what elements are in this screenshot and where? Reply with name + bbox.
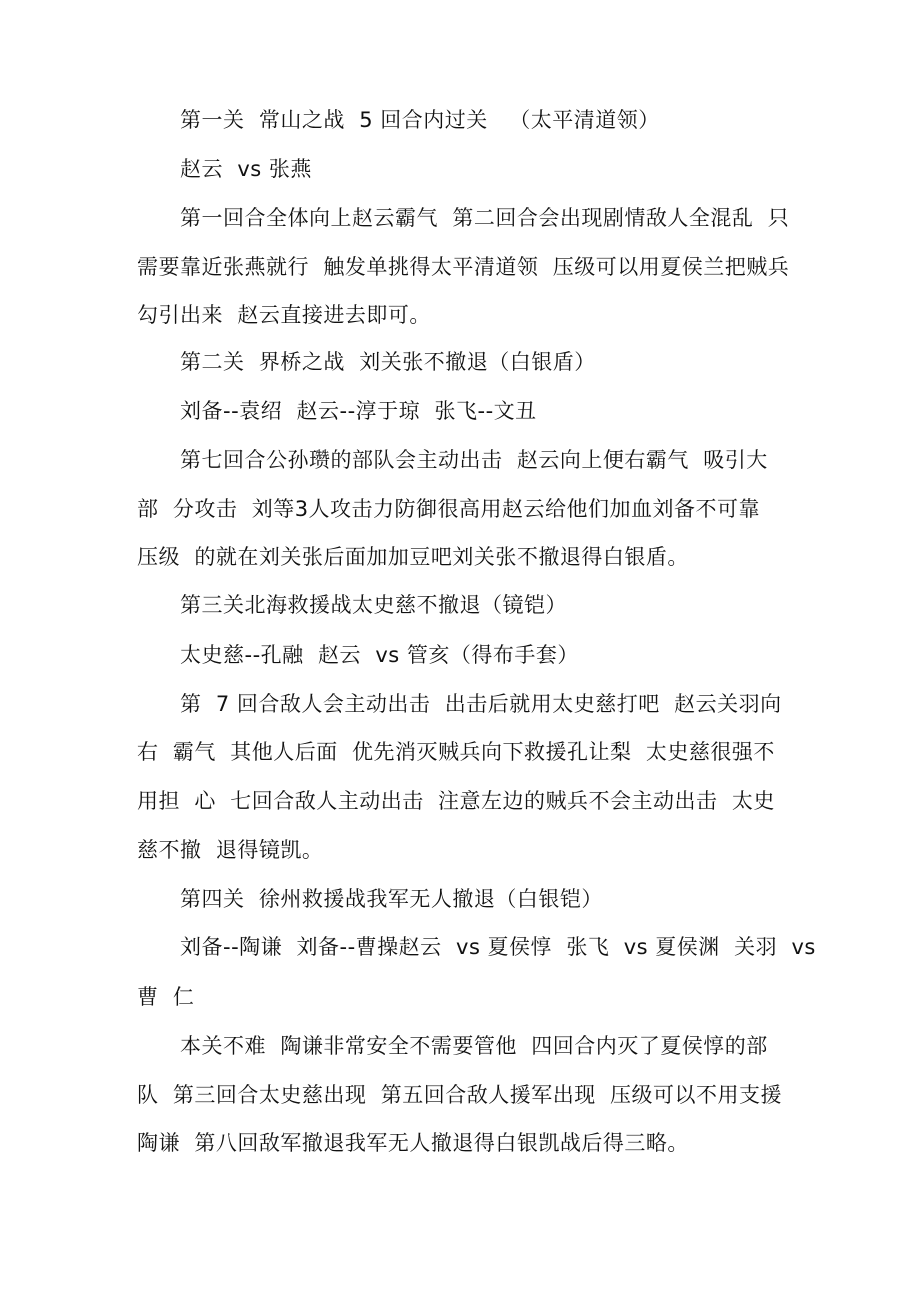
paragraph-line: 陶谦 第八回敌军撤退我军无人撤退得白银凯战后得三略。 — [137, 1131, 689, 1155]
paragraph-line: 第七回合公孙瓒的部队会主动出击 赵云向上便右霸气 吸引大 — [180, 448, 768, 472]
matchup-stage-2: 刘备--袁绍 赵云--淳于琼 张飞--文丑 — [180, 399, 537, 423]
matchup-stage-4-cont: 曹 仁 — [137, 985, 195, 1009]
paragraph-line: 第一回合全体向上赵云霸气 第二回合会出现剧情敌人全混乱 只 — [180, 206, 790, 230]
paragraph-line: 第 7 回合敌人会主动出击 出击后就用太史慈打吧 赵云关羽向 — [180, 692, 782, 716]
heading-stage-1: 第一关 常山之战 5 回合内过关 （太平清道领） — [180, 108, 660, 132]
paragraph-line: 右 霸气 其他人后面 优先消灭贼兵向下救援孔让梨 太史慈很强不 — [137, 740, 775, 764]
paragraph-line: 本关不难 陶谦非常安全不需要管他 四回合内灭了夏侯惇的部 — [180, 1034, 768, 1058]
paragraph-line: 慈不撤 退得镜凯。 — [137, 838, 324, 862]
paragraph-line: 需要靠近张燕就行 触发单挑得太平清道领 压级可以用夏侯兰把贼兵 — [137, 255, 790, 279]
paragraph-line: 勾引出来 赵云直接进去即可。 — [137, 303, 431, 327]
matchup-stage-1: 赵云 vs 张燕 — [180, 157, 312, 181]
heading-stage-3: 第三关北海救援战太史慈不撤退（镜铠） — [180, 593, 567, 617]
matchup-stage-3: 太史慈--孔融 赵云 vs 管亥（得布手套） — [180, 643, 579, 667]
paragraph-line: 队 第三回合太史慈出现 第五回合敌人援军出现 压级可以不用支援 — [137, 1083, 783, 1107]
matchup-stage-4: 刘备--陶谦 刘备--曹操赵云 vs 夏侯惇 张飞 vs 夏侯渊 关羽 vs — [180, 935, 816, 959]
paragraph-line: 部 分攻击 刘等3人攻击力防御很高用赵云给他们加血刘备不可靠 — [137, 497, 761, 521]
paragraph-line: 用担 心 七回合敌人主动出击 注意左边的贼兵不会主动出击 太史 — [137, 789, 775, 813]
heading-stage-2: 第二关 界桥之战 刘关张不撤退（白银盾） — [180, 350, 596, 374]
paragraph-line: 压级 的就在刘关张后面加加豆吧刘关张不撤退得白银盾。 — [137, 545, 689, 569]
heading-stage-4: 第四关 徐州救援战我军无人撤退（白银铠） — [180, 887, 603, 911]
